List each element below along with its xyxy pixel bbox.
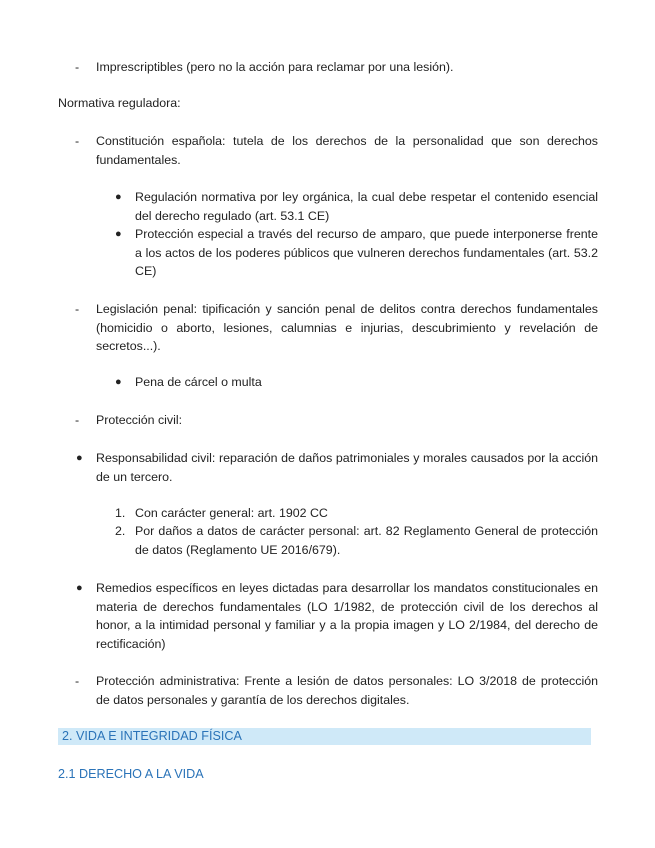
- bullet-marker: ●: [115, 228, 122, 240]
- dash-marker: -: [75, 134, 80, 148]
- dash-marker: -: [75, 674, 80, 688]
- bullet-marker: ●: [76, 582, 83, 594]
- normativa-heading: Normativa reguladora:: [58, 96, 181, 110]
- list-item-datos-personales: Por daños a datos de carácter personal: art. 82 Reglamento General de protección de datos (Reglamento UE 2016/679).: [135, 524, 598, 557]
- number-marker: 1.: [115, 506, 126, 520]
- list-item-responsabilidad-civil: Responsabilidad civil: reparación de daños patrimoniales y morales causados por la acción de un tercero.: [96, 451, 598, 484]
- list-item-regulacion: Regulación normativa por ley orgánica, la cual debe respetar el contenido esencial del derecho regulado (art. 53.1 CE): [135, 190, 598, 223]
- list-item-constitucion: Constitución española: tutela de los derechos de la personalidad que son derechos fundamentales.: [96, 134, 598, 167]
- list-item-amparo: Protección especial a través del recurso de amparo, que puede interponerse frente a los actos de los poderes públicos que vulneren derechos fundamentales (art. 53.2 CE): [135, 227, 598, 278]
- dash-marker: -: [75, 60, 80, 74]
- subsection-heading: 2.1 DERECHO A LA VIDA: [58, 767, 204, 781]
- list-item-pena: Pena de cárcel o multa: [135, 375, 262, 389]
- list-item-proteccion-administrativa: Protección administrativa: Frente a lesión de datos personales: LO 3/2018 de protección de datos personales y garantía de los derechos digitales.: [96, 674, 598, 707]
- bullet-marker: ●: [115, 191, 122, 203]
- dash-marker: -: [75, 302, 80, 316]
- list-item-remedios: Remedios específicos en leyes dictadas para desarrollar los mandatos constitucionales en materia de derechos fundamentales (LO 1/1982, de protección civil de los derechos al honor, a la intimidad personal y familiar y a la propia imagen y LO 2/1984, del derecho de rectificación): [96, 581, 598, 651]
- number-marker: 2.: [115, 524, 126, 538]
- list-item-proteccion-civil: Protección civil:: [96, 413, 183, 427]
- section-heading: 2. VIDA E INTEGRIDAD FÍSICA: [62, 729, 242, 743]
- list-item-imprescriptibles: Imprescriptibles (pero no la acción para reclamar por una lesión).: [96, 60, 454, 74]
- list-item-legislacion-penal: Legislación penal: tipificación y sanción penal de delitos contra derechos fundamentales (homicidio o aborto, lesiones, calumnias e injurias, descubrimiento y revelación de secretos...).: [96, 302, 598, 353]
- bullet-marker: ●: [76, 452, 83, 464]
- list-item-caracter-general: Con carácter general: art. 1902 CC: [135, 506, 328, 520]
- bullet-marker: ●: [115, 376, 122, 388]
- dash-marker: -: [75, 413, 80, 427]
